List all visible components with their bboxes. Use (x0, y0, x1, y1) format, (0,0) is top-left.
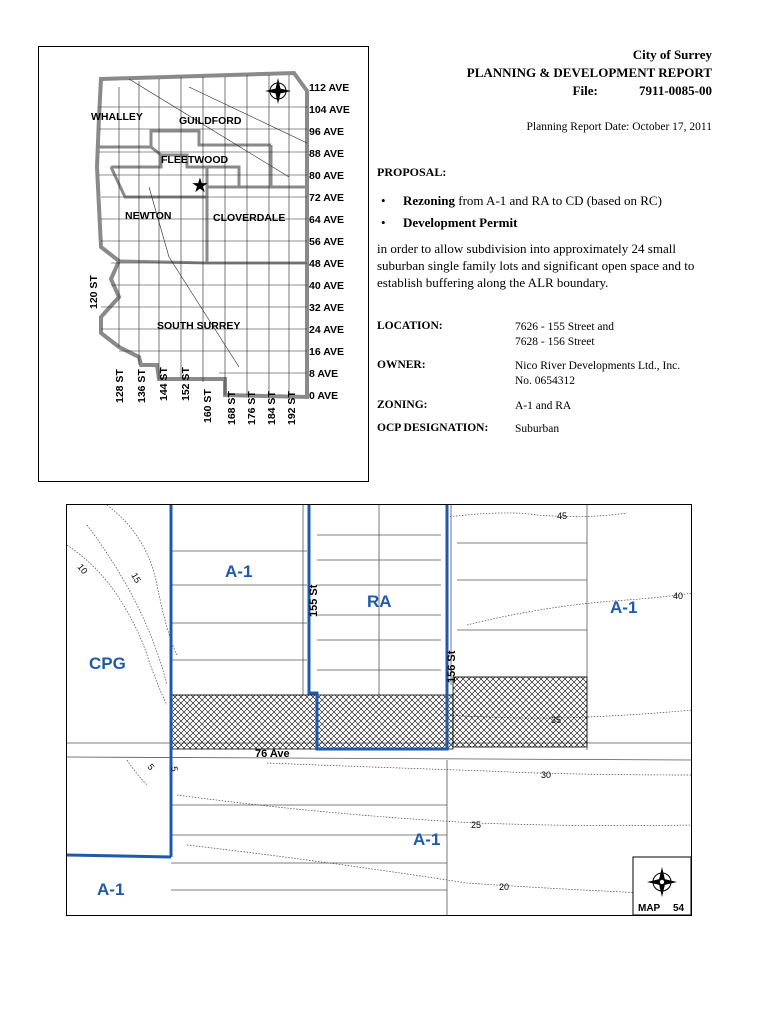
contour-label: 5 (145, 761, 157, 773)
site-location-star-icon: ★ (191, 175, 209, 197)
contour-label: 15 (129, 571, 143, 585)
contour-label: 40 (673, 591, 684, 601)
avenue-label: 8 AVE (309, 368, 339, 380)
zoning-value: A-1 and RA (515, 400, 572, 412)
report-header (400, 46, 712, 100)
avenue-label: 24 AVE (309, 324, 345, 336)
file-label: File: (572, 83, 598, 98)
street-label: 128 ST (114, 369, 126, 403)
contour-label: 20 (499, 882, 510, 892)
hatched-buffer-area (171, 695, 453, 749)
avenue-label: 56 AVE (309, 236, 345, 248)
street-label: 168 ST (226, 391, 238, 425)
district-boundary (97, 131, 271, 147)
zoning-label: ZONING: (377, 399, 428, 411)
location-field (377, 320, 717, 350)
avenue-label: 40 AVE (309, 280, 345, 292)
zone-label: A-1 (225, 562, 253, 581)
area-label: WHALLEY (91, 111, 143, 123)
proposal-item (377, 212, 717, 234)
city-name: City of Surrey (632, 47, 712, 62)
zone-label: A-1 (97, 880, 125, 899)
street-label: 76 Ave (255, 748, 290, 760)
file-number: 7911-0085-00 (639, 83, 712, 98)
owner-label: OWNER: (377, 359, 426, 371)
contour-label: 35 (551, 715, 562, 725)
avenue-label: 112 AVE (309, 82, 350, 94)
location-label: LOCATION: (377, 320, 443, 332)
report-title: PLANNING & DEVELOPMENT REPORT (466, 65, 712, 80)
district-boundary (207, 197, 307, 263)
proposal-item-bold: Development Permit (403, 215, 518, 230)
owner-value (515, 359, 720, 389)
zoning-boundary (67, 505, 447, 857)
proposal-item-bold: Rezoning (403, 193, 455, 208)
street-label: 136 ST (136, 369, 148, 403)
proposal-description: in order to allow subdivision into approximately 24 small suburban single family lots and significant open space and to establish buffering along the ALR boundary. (377, 241, 695, 290)
zone-label: A-1 (610, 598, 638, 617)
area-label: FLEETWOOD (161, 154, 229, 166)
area-label: GUILDFORD (179, 115, 242, 127)
zoning-field (377, 399, 717, 415)
area-label: CLOVERDALE (213, 212, 286, 224)
avenue-label: 16 AVE (309, 346, 345, 358)
map-number: 54 (673, 903, 685, 914)
street-label: 144 ST (158, 367, 170, 401)
location-line: 7628 - 156 Street (515, 336, 595, 348)
contour-label: 5 (169, 765, 180, 773)
zone-label: RA (367, 592, 392, 611)
street-label: 184 ST (266, 391, 278, 425)
street-label: 192 ST (286, 391, 298, 425)
site-map-drawing (67, 505, 692, 916)
report-date: Planning Report Date: October 17, 2011 (526, 121, 712, 133)
street-label: 120 ST (88, 275, 100, 309)
key-map-drawing (39, 47, 370, 483)
avenue-label: 32 AVE (309, 302, 345, 314)
ocp-value: Suburban (515, 423, 560, 435)
avenue-label: 96 AVE (309, 126, 345, 138)
proposal-section (377, 165, 717, 291)
key-map (38, 46, 369, 482)
owner-line: Nico River Developments Ltd., Inc. (515, 360, 681, 372)
proposal-title: PROPOSAL: (377, 165, 447, 179)
contour-label: 30 (541, 770, 552, 780)
zone-label: CPG (89, 654, 126, 673)
map-label: MAP (638, 903, 661, 914)
owner-field (377, 359, 717, 389)
street-label: 156 St (446, 650, 458, 683)
contour-label: 45 (557, 511, 568, 521)
district-boundary (111, 131, 161, 167)
avenue-label: 0 AVE (309, 390, 339, 402)
avenue-label: 48 AVE (309, 258, 345, 270)
avenue-label: 64 AVE (309, 214, 345, 226)
map-badge (633, 857, 691, 915)
hatched-buffer-area (453, 677, 587, 747)
street-label: 176 ST (246, 391, 258, 425)
ocp-label: OCP DESIGNATION: (377, 422, 489, 434)
proposal-list (377, 190, 717, 234)
avenue-label: 88 AVE (309, 148, 345, 160)
area-label: NEWTON (125, 210, 172, 222)
proposal-item-text: from A-1 and RA to CD (based on RC) (455, 193, 662, 208)
street-label: 155 St (308, 584, 320, 617)
location-line: 7626 - 155 Street and (515, 321, 615, 333)
site-map (66, 504, 692, 916)
street-label: 152 ST (180, 367, 192, 401)
area-label: SOUTH SURREY (157, 320, 241, 332)
avenue-label: 104 AVE (309, 104, 350, 116)
avenue-labels (309, 82, 350, 402)
proposal-item (377, 190, 717, 212)
ocp-field (377, 422, 717, 438)
file-row (400, 82, 712, 100)
location-value (515, 320, 720, 350)
zone-label: A-1 (413, 830, 441, 849)
owner-line: No. 0654312 (515, 375, 576, 387)
contour-label: 10 (75, 561, 90, 576)
avenue-label: 72 AVE (309, 192, 345, 204)
avenue-label: 80 AVE (309, 170, 345, 182)
contour-label: 25 (471, 820, 482, 830)
street-label: 160 ST (202, 389, 214, 423)
